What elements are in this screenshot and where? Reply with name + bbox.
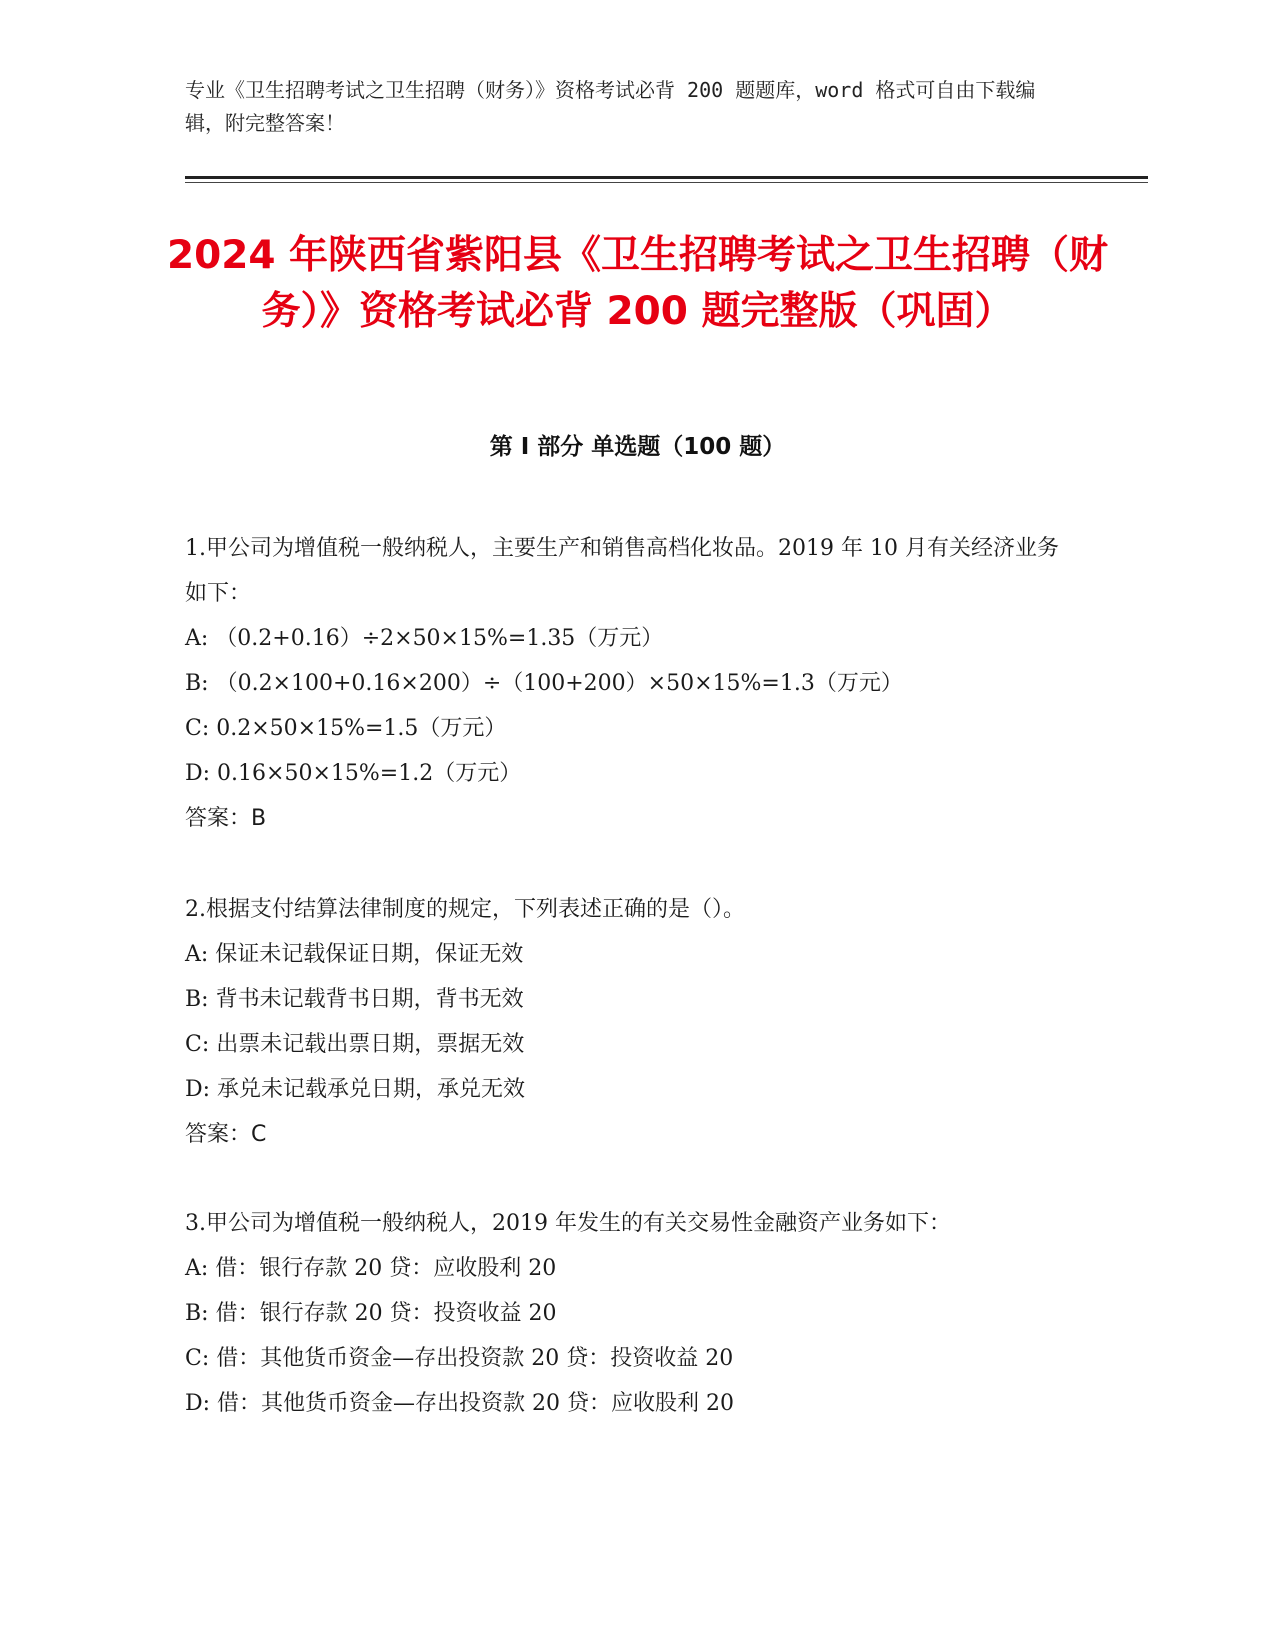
option-a: A: 保证未记载保证日期，保证无效 (185, 942, 524, 967)
question-3 (185, 1201, 1065, 1426)
question-2 (185, 887, 1065, 1157)
answer: 答案：B (185, 806, 267, 831)
document-title: 2024 年陕西省紫阳县《卫生招聘考试之卫生招聘（财务）》资格考试必背 200 题完整版（巩固） (166, 233, 1109, 334)
option-c: C: 出票未记载出票日期，票据无效 (185, 1032, 525, 1057)
option-a: A: （0.2+0.16）÷2×50×15%=1.35（万元） (185, 626, 664, 651)
option-c: C: 借：其他货币资金—存出投资款 20 贷：投资收益 20 (185, 1346, 734, 1371)
question-stem: 3.甲公司为增值税一般纳税人，2019 年发生的有关交易性金融资产业务如下： (185, 1211, 951, 1236)
question-stem: 2.根据支付结算法律制度的规定，下列表述正确的是（）。 (185, 897, 745, 922)
option-b: B: （0.2×100+0.16×200）÷（100+200）×50×15%=1.3（万元） (185, 671, 903, 696)
option-d: D: 借：其他货币资金—存出投资款 20 贷：应收股利 20 (185, 1391, 735, 1416)
option-d: D: 承兑未记载承兑日期，承兑无效 (185, 1077, 526, 1102)
header-rule-thick (185, 176, 1148, 179)
answer: 答案：C (185, 1122, 267, 1147)
option-a: A: 借：银行存款 20 贷：应收股利 20 (185, 1256, 557, 1281)
question-stem: 1.甲公司为增值税一般纳税人，主要生产和销售高档化妆品。2019 年 10 月有关经济业务如下： (185, 536, 1059, 606)
question-1 (185, 526, 1065, 841)
header-rule-thin (185, 182, 1148, 183)
section-title: 第 I 部分 单选题（100 题） (489, 434, 786, 460)
option-b: B: 背书未记载背书日期，背书无效 (185, 987, 524, 1012)
header-note: 专业《卫生招聘考试之卫生招聘（财务）》资格考试必背 200 题题库，word 格式可自由下载编辑，附完整答案！ (185, 78, 1036, 135)
option-c: C: 0.2×50×15%=1.5（万元） (185, 716, 507, 741)
option-b: B: 借：银行存款 20 贷：投资收益 20 (185, 1301, 557, 1326)
option-d: D: 0.16×50×15%=1.2（万元） (185, 761, 522, 786)
